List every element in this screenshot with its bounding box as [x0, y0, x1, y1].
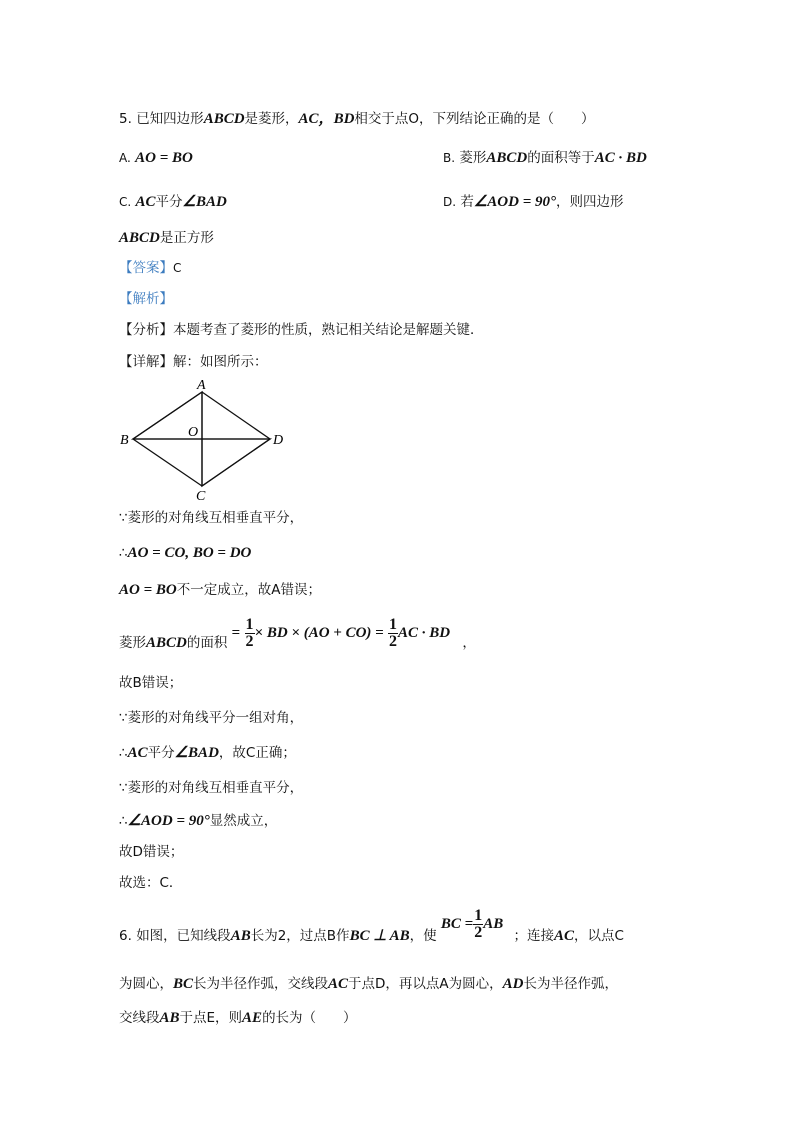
option-a — [119, 148, 193, 168]
step-11: 故选：C． — [119, 875, 183, 891]
option-math: AC · BD — [594, 150, 647, 166]
label-a: A — [197, 378, 206, 393]
xiangjie-text: 解：如图所示： — [173, 354, 268, 370]
answer-label: 【答案】 — [119, 260, 173, 276]
label-b: B — [120, 433, 129, 448]
q6-line-2 — [119, 974, 618, 994]
q6-text: ，使 — [409, 928, 437, 944]
q6-text: 长为半径作弧，交线段 — [193, 976, 329, 992]
step-math: ∠BAD — [174, 745, 219, 761]
step-text: ，故C正确； — [218, 745, 296, 761]
q6-math: AE — [242, 1010, 263, 1026]
step-9 — [119, 811, 277, 831]
step-text: 的面积 — [186, 635, 228, 651]
fenxi-line — [119, 320, 484, 340]
step-math: ABCD — [146, 635, 187, 651]
q6-line-3 — [119, 1008, 357, 1028]
q6-math: AB — [483, 916, 504, 932]
q6-bc-formula — [441, 906, 503, 942]
option-math: ∠AOD = 90° — [473, 194, 557, 210]
q6-text: 如图，已知线段 — [136, 928, 231, 944]
option-text: 若 — [460, 194, 474, 210]
option-label: B. — [443, 151, 456, 165]
label-d: D — [273, 433, 284, 448]
step-text: 平分 — [147, 745, 175, 761]
fenxi-label: 【分析】 — [119, 322, 173, 338]
q6-text: 长为2，过点B作 — [250, 928, 350, 944]
area-formula — [232, 615, 450, 651]
xiangjie-line — [119, 352, 268, 372]
option-math: AC — [135, 194, 156, 210]
option-label: A. — [119, 151, 131, 165]
q6-math: AC — [554, 928, 575, 944]
q5-text: 已知四边形 — [136, 111, 204, 127]
step-text: 不一定成立，故A错误； — [176, 582, 321, 598]
label-c: C — [196, 489, 206, 504]
step-text: 显然成立， — [209, 813, 278, 829]
q6-text: 的长为（ ） — [262, 1010, 357, 1026]
q6-text: ，以点C — [574, 928, 624, 944]
option-label: D. — [443, 195, 457, 209]
formula-expr: AC · BD — [398, 625, 451, 641]
step-math: AO = CO, BO = DO — [127, 545, 252, 561]
option-label: C. — [119, 195, 132, 209]
option-text: 菱形 — [459, 150, 487, 166]
fraction-half — [245, 617, 255, 650]
option-text: 平分 — [155, 194, 183, 210]
option-d — [443, 192, 624, 212]
option-text: 的面积等于 — [527, 150, 595, 166]
option-math: ∠BAD — [182, 194, 227, 210]
step-7 — [119, 743, 296, 763]
frac-num: 1 — [245, 615, 254, 633]
option-math: ABCD — [119, 230, 160, 246]
q6-math: AC — [328, 976, 349, 992]
option-c — [119, 192, 227, 212]
xiangjie-label: 【详解】 — [119, 354, 173, 370]
step-math: AC — [127, 745, 148, 761]
q6-text: 长为半径作弧， — [523, 976, 619, 992]
q6-line-1 — [119, 906, 624, 954]
fraction-half — [388, 617, 398, 650]
step-text: 菱形 — [119, 635, 146, 651]
answer-line — [119, 258, 181, 278]
option-math: AO = BO — [135, 150, 193, 166]
frac-num: 1 — [389, 615, 398, 633]
q6-math: BC = — [440, 916, 474, 932]
math-abcd: ABCD — [203, 111, 245, 127]
step-math: AO = BO — [119, 582, 177, 598]
frac-den: 2 — [389, 632, 398, 650]
step-10: 故D错误； — [119, 844, 184, 860]
rhombus-figure — [110, 370, 310, 510]
analysis-heading — [119, 289, 173, 309]
therefore-symbol: ∴ — [119, 745, 128, 761]
q6-math: BC ⊥ AB — [349, 928, 410, 944]
option-math: ABCD — [486, 150, 528, 166]
q5-number: 5. — [119, 111, 132, 127]
fenxi-text: 本题考查了菱形的性质，熟记相关结论是解题关键． — [173, 322, 484, 338]
therefore-symbol: ∴ — [119, 813, 128, 829]
step-5: 故B错误； — [119, 675, 183, 691]
step-text: ， — [462, 635, 476, 651]
step-math: ∠AOD = 90° — [127, 813, 210, 829]
answer-value: C — [173, 261, 182, 275]
q6-number: 6. — [119, 928, 132, 944]
formula-expr: × BD × (AO + CO) = — [254, 625, 384, 641]
frac-num: 1 — [474, 906, 483, 924]
analysis-label: 【解析】 — [119, 291, 173, 307]
q5-stem — [119, 109, 595, 129]
step-8: ∵菱形的对角线互相垂直平分， — [119, 780, 304, 796]
step-2 — [119, 543, 251, 563]
formula-eq: = — [231, 625, 241, 641]
q6-text: 交线段 — [119, 1010, 160, 1026]
q6-math: AB — [230, 928, 251, 944]
q6-text: ；连接 — [513, 928, 555, 944]
label-o: O — [188, 425, 199, 440]
option-text: 是正方形 — [159, 230, 214, 246]
q6-math: AD — [502, 976, 524, 992]
math-bd: BD — [333, 111, 355, 127]
frac-den: 2 — [245, 632, 254, 650]
option-text: ，则四边形 — [556, 194, 624, 210]
therefore-symbol: ∴ — [119, 545, 128, 561]
q6-text: 于点D，再以点A为圆心， — [348, 976, 503, 992]
option-b — [443, 148, 647, 168]
q6-math: AB — [159, 1010, 180, 1026]
q6-math: BC — [173, 976, 194, 992]
step-4 — [119, 615, 476, 661]
step-1: ∵菱形的对角线互相垂直平分， — [119, 510, 304, 526]
fraction-half — [473, 908, 483, 941]
step-3 — [119, 580, 321, 600]
option-d-continued — [119, 228, 214, 248]
q6-text: 为圆心， — [119, 976, 173, 992]
math-ac: AC， — [298, 111, 334, 127]
step-6: ∵菱形的对角线平分一组对角， — [119, 710, 304, 726]
q5-text: 相交于点O，下列结论正确的是（ ） — [354, 111, 595, 127]
frac-den: 2 — [474, 923, 483, 941]
q5-text: 是菱形， — [244, 111, 299, 127]
q6-text: 于点E，则 — [179, 1010, 243, 1026]
